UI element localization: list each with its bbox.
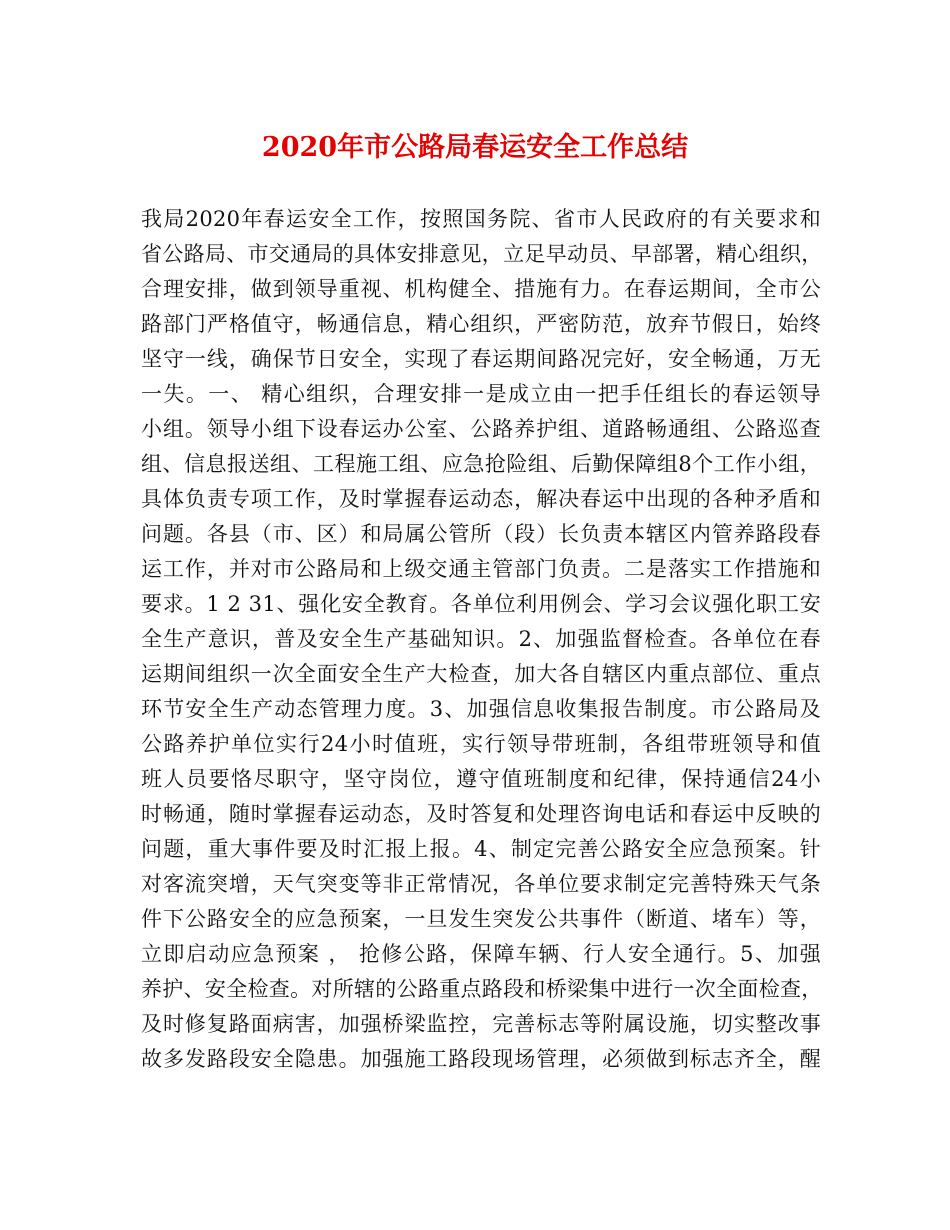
document-title: 2020年市公路局春运安全工作总结 [261, 132, 689, 163]
body-line: 班人员要恪尽职守，坚守岗位，遵守值班制度和纪律，保持通信24小 [141, 767, 821, 791]
body-line: 环节安全生产动态管理力度。3、加强信息收集报告制度。市公路局及 [141, 697, 821, 721]
body-line: 全生产意识，普及安全生产基础知识。2、加强监督检查。各单位在春 [141, 627, 821, 651]
body-line: 具体负责专项工作，及时掌握春运动态，解决春运中出现的各种矛盾和 [141, 487, 821, 511]
body-line: 及时修复路面病害，加强桥梁监控，完善标志等附属设施，切实整改事 [141, 1012, 821, 1036]
body-line: 公路养护单位实行24小时值班，实行领导带班制，各组带班领导和值 [141, 732, 821, 756]
body-line: 要求。1 2 31、强化安全教育。各单位利用例会、学习会议强化职工安 [141, 592, 821, 616]
body-line: 坚守一线，确保节日安全，实现了春运期间路况完好，安全畅通，万无 [141, 347, 821, 371]
body-line: 组、信息报送组、工程施工组、应急抢险组、后勤保障组8个工作小组， [141, 452, 821, 476]
body-line: 运工作，并对市公路局和上级交通主管部门负责。二是落实工作措施和 [141, 557, 821, 581]
body-line: 小组。领导小组下设春运办公室、公路养护组、道路畅通组、公路巡查 [141, 417, 821, 441]
body-line: 问题。各县（市、区）和局属公管所（段）长负责本辖区内管养路段春 [141, 522, 821, 546]
body-line: 养护、安全检查。对所辖的公路重点路段和桥梁集中进行一次全面检查， [141, 977, 823, 1001]
body-line: 运期间组织一次全面安全生产大检查，加大各自辖区内重点部位、重点 [141, 662, 821, 686]
body-line: 省公路局、市交通局的具体安排意见，立足早动员、早部署，精心组织， [141, 242, 823, 266]
body-line: 问题，重大事件要及时汇报上报。4、制定完善公路安全应急预案。针 [141, 837, 821, 861]
body-line: 路部门严格值守，畅通信息，精心组织，严密防范，放弃节假日，始终 [141, 312, 821, 336]
body-line: 故多发路段安全隐患。加强施工路段现场管理，必须做到标志齐全，醒 [141, 1047, 821, 1071]
body-line: 时畅通，随时掌握春运动态，及时答复和处理咨询电话和春运中反映的 [141, 802, 821, 826]
body-line: 合理安排，做到领导重视、机构健全、措施有力。在春运期间，全市公 [141, 277, 821, 301]
body-line: 对客流突增，天气突变等非正常情况，各单位要求制定完善特殊天气条 [141, 872, 821, 896]
body-line: 立即启动应急预案 ， 抢修公路，保障车辆、行人安全通行。5、加强 [141, 942, 821, 966]
body-line: 一失。一、 精心组织，合理安排一是成立由一把手任组长的春运领导 [141, 382, 821, 406]
document-body [141, 202, 821, 1077]
body-line: 件下公路安全的应急预案，一旦发生突发公共事件（断道、堵车）等， [141, 907, 821, 931]
body-line: 我局2020年春运安全工作，按照国务院、省市人民政府的有关要求和 [141, 207, 821, 231]
